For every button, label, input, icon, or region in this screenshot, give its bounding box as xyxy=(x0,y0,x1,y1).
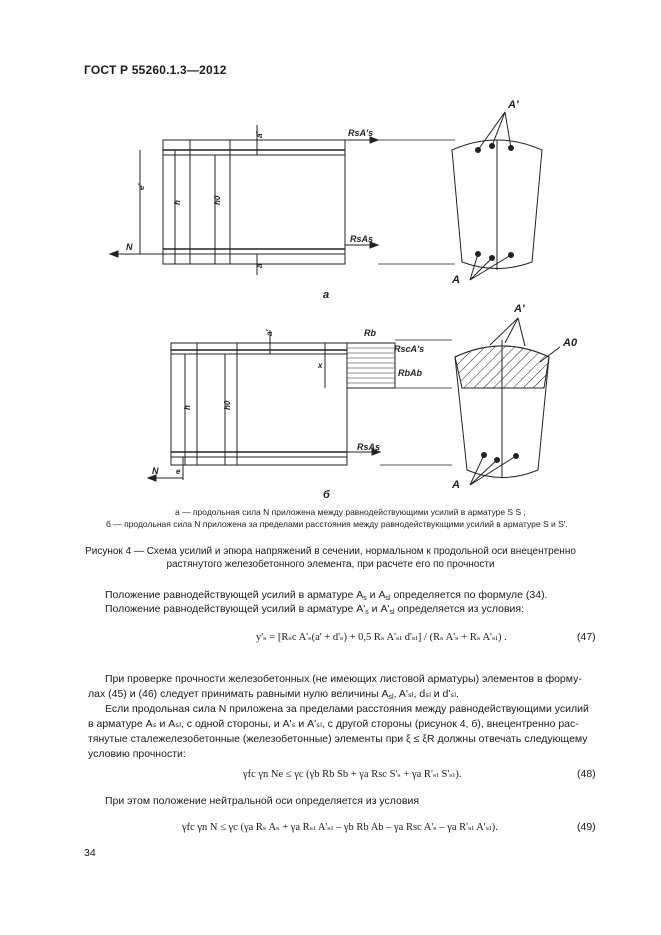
stress-block xyxy=(347,343,395,388)
label-b-As-prime: A' xyxy=(514,303,525,315)
label-a-RsAs: RsAs xyxy=(350,234,374,244)
equation-47: y'ₛ = [Rₛc A'ₛ(a' + d'ₛ) + 0,5 Rₛ A'ₛₗ d'ₛₗ] / (Rₛ A'ₛ + Rₛ A'ₛₗ) . xyxy=(256,632,507,643)
equation-47-number: (47) xyxy=(577,631,596,643)
subfigure-a-label: а xyxy=(323,289,330,301)
figure-note-a: а — продольная сила N приложена между равнодействующими усилий в арматуре S S ; xyxy=(175,507,526,517)
paragraph-1: Положение равнодействующей усилий в арматуре $A_s$ и $A_{sl}$ определяется по формуле (34). xyxy=(105,589,548,602)
paragraph-5: При этом положение нейтральной оси определяется из условия xyxy=(105,795,420,807)
label-b-x: x xyxy=(318,361,323,370)
label-a-h: h xyxy=(173,200,182,205)
label-b-N: N xyxy=(152,466,159,476)
document-header: ГОСТ Р 55260.1.3—2012 xyxy=(84,63,227,77)
equation-48-number: (48) xyxy=(577,768,596,780)
label-a-N: N xyxy=(126,242,133,252)
equation-49-number: (49) xyxy=(577,821,596,833)
figure-title-line2: растянутого железобетонного элемента, при расчете его по прочности xyxy=(166,559,495,570)
label-b-RsAs: RsAs xyxy=(357,442,381,452)
label-a-e-prime: e' xyxy=(137,183,146,190)
figure-title-line1: Рисунок 4 — Схема усилий и эпюра напряжений в сечении, нормальном к продольной оси внецентренно xyxy=(85,546,576,557)
page-number: 34 xyxy=(84,847,96,859)
figure-note-b: б — продольная сила N приложена за пределами расстояния между равнодействующими усилий в арматуре S и S'. xyxy=(106,519,568,529)
paragraph-3-line2: лах (45) и (46) следует принимать равными нулю величины $A_{sl}$, A'ₛₗ, dₛₗ и d'ₛₗ. xyxy=(88,688,459,701)
paragraph-4-line1: Если продольная сила N приложена за пределами расстояния между равнодействующими усилий xyxy=(105,703,589,715)
paragraph-2: Положение равнодействующей усилий в арматуре $A'_s$ и $A'_{sl}$ определяется из условия: xyxy=(105,603,525,616)
paragraph-4-line2: в арматуре Aₛ и Aₛₗ, с одной стороны, и A'ₛ и A'ₛₗ, с другой стороны (рисунок 4, б), внецентренно рас- xyxy=(88,718,579,730)
label-a-As-prime: A' xyxy=(508,99,519,111)
paragraph-3-line1: При проверке прочности железобетонных (не имеющих листовой арматуры) элементов в форму- xyxy=(105,673,582,685)
label-b-Rb: Rb xyxy=(364,328,376,338)
label-b-RbAb: RbAb xyxy=(398,368,422,378)
label-b-a-prime: a' xyxy=(265,329,274,336)
paragraph-4-line3: тянутые сталежелезобетонные (железобетонные) элементы при ξ ≤ ξR должны отвечать следующему xyxy=(88,733,588,745)
subfigure-b-label: б xyxy=(323,489,330,500)
equation-48: γfc γn Ne ≤ γc (γb Rb Sb + γa Rsc S'ₛ + γa R'ₛₗ S'ₛₗ). xyxy=(243,769,462,780)
label-b-e: e xyxy=(176,467,181,476)
label-a-As: A xyxy=(452,274,460,286)
label-a-a-prime: a' xyxy=(255,131,264,138)
label-a-RsAs-prime: RsA's xyxy=(348,128,374,138)
label-b-RscAs: RscA's xyxy=(394,344,425,354)
label-a-a: a xyxy=(255,263,264,268)
equation-49: γfc γn N ≤ γc (γa Rₛ Aₛ + γa Rₛₗ A'ₛₗ – γb Rb Ab – γa Rsc A'ₛ – γa R'ₛₗ A'ₛₗ). xyxy=(182,822,498,833)
label-b-As: A xyxy=(452,479,460,491)
label-b-h: h xyxy=(183,405,192,410)
label-b-A0: A0 xyxy=(563,337,578,349)
paragraph-4-line4: условию прочности: xyxy=(88,748,186,760)
label-a-h0: h0 xyxy=(213,195,222,205)
label-b-h0: h0 xyxy=(223,400,232,410)
